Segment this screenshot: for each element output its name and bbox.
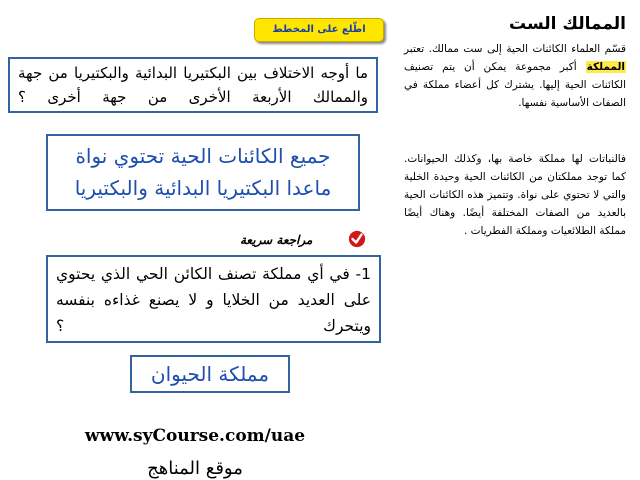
- textbook-paragraph-1-end: أكبر مجموعة يمكن أن يتم تصنيف الكائنات الحية إليها. يشترك كل أعضاء مملكة في الصفات الأساسية نفسها.: [404, 61, 626, 109]
- answer-2-box: مملكة الحيوان: [130, 355, 290, 393]
- chart-badge: [254, 18, 384, 42]
- footer-site-name: موقع المناهج: [147, 458, 243, 479]
- answer-1-box: جميع الكائنات الحية تحتوي نواة ماعدا البكتيريا البدائية والبكتيريا: [46, 134, 360, 211]
- textbook-paragraph-1: [404, 40, 626, 112]
- footer-url[interactable]: www.syCourse.com/uae: [84, 426, 306, 446]
- textbook-paragraph-1-start: قسّم العلماء الكائنات الحية إلى ست ممالك. تعتبر: [404, 43, 626, 55]
- checkmark-icon: [348, 230, 366, 248]
- textbook-title: الممالك الست: [508, 14, 626, 34]
- textbook-paragraph-2: فالنباتات لها مملكة خاصة بها، وكذلك الحيوانات. كما توجد مملكتان من الكائنات الحية وحيدة الخلية والتي لا تحتوي على نواة. وتتميز هذه الكائنات الحية بالعديد من الصفات المختلفة أيضًا. وهناك أيضًا مملكة الطلائعيات ومملكة الفطريات .: [404, 153, 626, 237]
- chart-badge-label: اطّلع على المخطط: [272, 24, 366, 35]
- question-2-box: 1- في أي مملكة تصنف الكائن الحي الذي يحتوي على العديد من الخلايا و لا يصنع غذاءه بنفسه ويتحرك ؟: [46, 255, 381, 343]
- highlighted-term: المملكة: [586, 61, 625, 73]
- quick-review-label: مراجعة سريعة: [240, 233, 313, 247]
- question-1-box: ما أوجه الاختلاف بين البكتيريا البدائية والبكتيريا من جهة والممالك الأربعة الأخرى من جهة أخرى ؟: [8, 57, 378, 113]
